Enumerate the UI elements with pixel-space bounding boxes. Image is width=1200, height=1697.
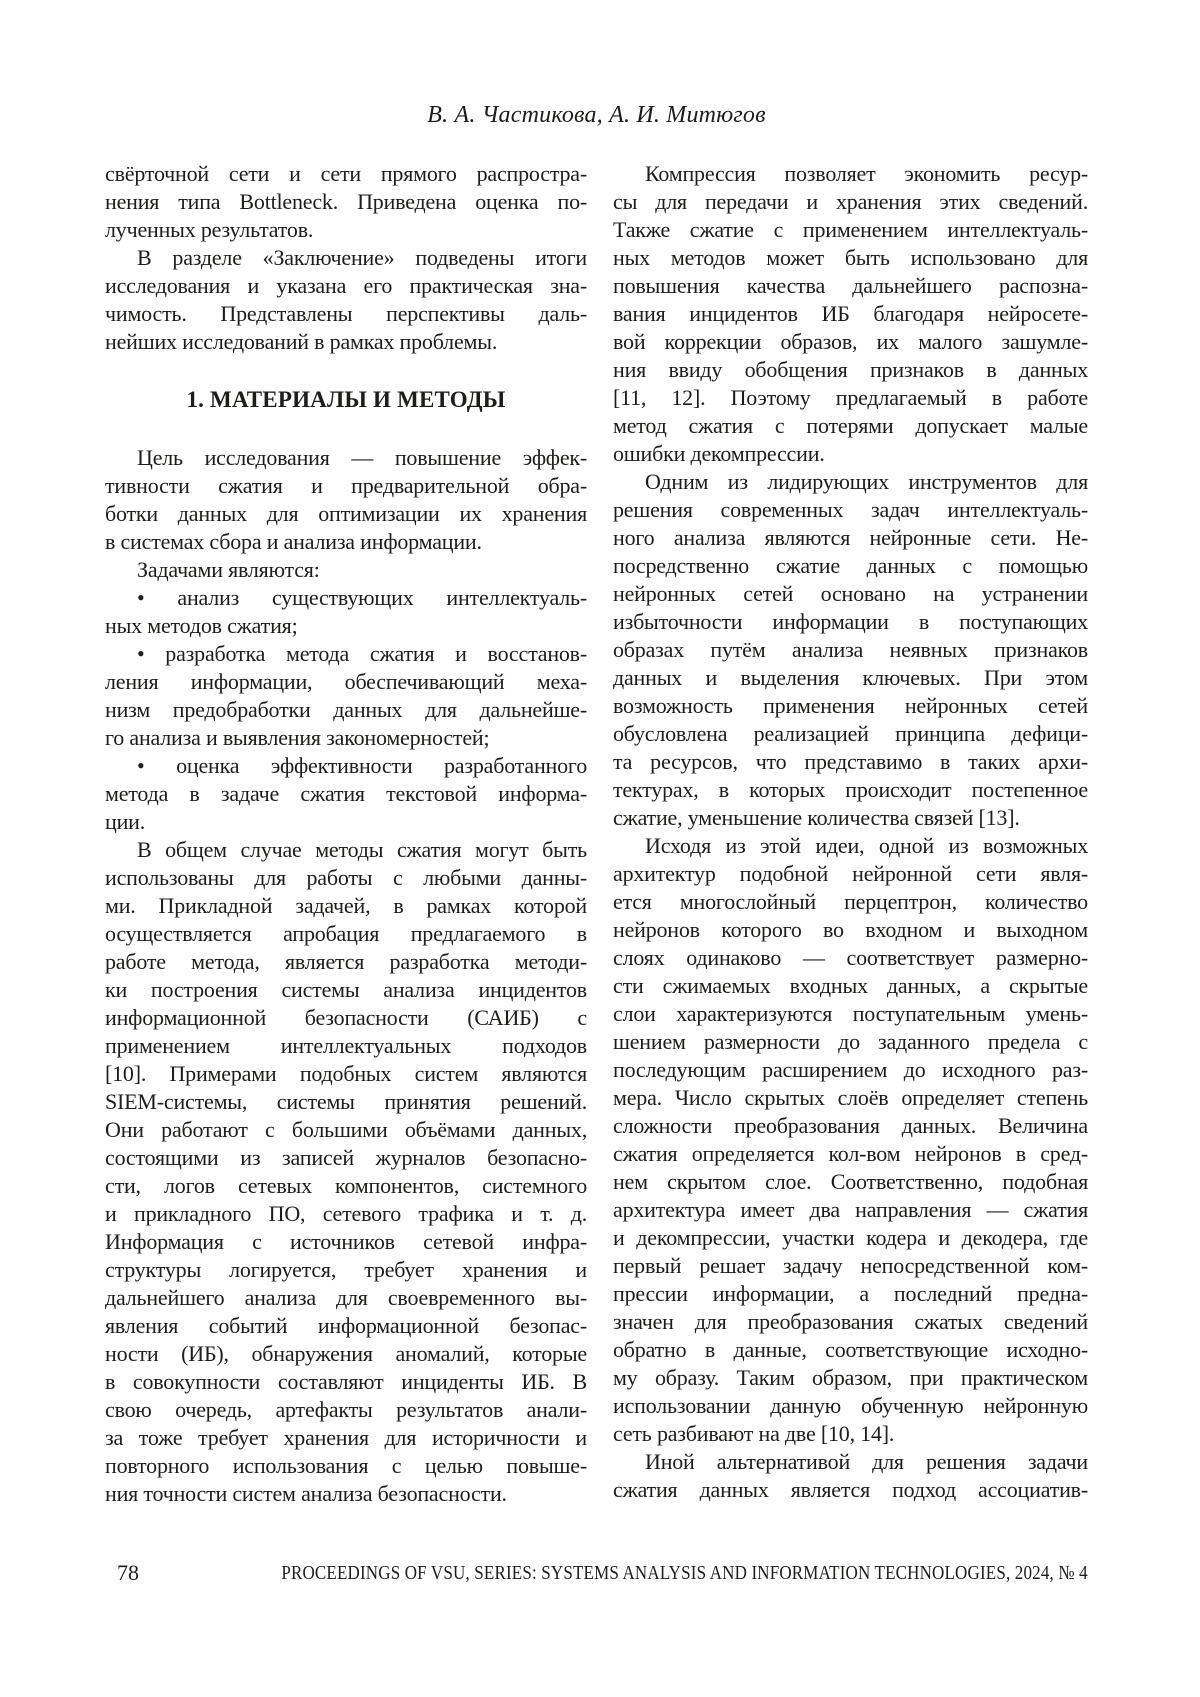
left-column [105,160,587,1508]
text-line: Иной альтернативой для решения задачи [645,1449,1088,1474]
text-line: нения типа Bottleneck. Приведена оценка по- [105,189,587,214]
text-line: использовании данную обученную нейронную [613,1393,1088,1418]
text-line: первый решает задачу непосредственной ком- [613,1253,1088,1278]
text-line: данных и выделения ключевых. При этом [613,665,1088,690]
text-line: тектурах, в которых происходит постепенное [613,777,1088,802]
text-line: метод сжатия с потерями допускает малые [613,413,1088,438]
text-line: ления информации, обеспечивающий меха- [105,669,587,694]
text-line: • разработка метода сжатия и восстанов- [137,641,587,666]
text-line: Также сжатие с применением интеллектуаль- [613,217,1088,242]
text-line: свою очередь, артефакты результатов анали- [105,1397,587,1422]
text-line: Одним из лидирующих инструментов для [645,469,1088,494]
text-line: структуры логируется, требует хранения и [105,1257,587,1282]
text-line: ния точности систем анализа безопасности. [105,1481,507,1506]
text-line: • оценка эффективности разработанного [137,753,587,778]
text-line: и декомпрессии, участки кодера и декодера, где [613,1225,1088,1250]
text-line: • анализ существующих интеллектуаль- [137,585,587,610]
text-line: в совокупности составляют инциденты ИБ. В [105,1369,587,1394]
journal-title: PROCEEDINGS OF VSU, SERIES: SYSTEMS ANALYSIS AND INFORMATION TECHNOLOGIES, 2024, № 4 [281,1562,1088,1584]
text-line: сжатия данных является подход ассоциатив- [613,1477,1088,1502]
text-line: архитектур подобной нейронной сети явля- [613,861,1088,886]
text-line: сти сжимаемых входных данных, а скрытые [613,973,1088,998]
text-line: ных методов сжатия; [105,613,298,638]
text-line: слои характеризуются поступательным умень- [613,1001,1088,1026]
page-number: 78 [117,1560,139,1585]
right-column [613,160,1088,1504]
text-line: состоящими из записей журналов безопасно- [105,1145,587,1170]
text-line: в системах сбора и анализа информации. [105,529,482,554]
text-line: чимость. Представлены перспективы даль- [105,301,587,326]
text-line: ется многослойный перцептрон, количество [613,889,1088,914]
text-line: исследования и указана его практическая зна- [105,273,587,298]
text-line: значен для преобразования сжатых сведений [613,1309,1088,1334]
text-line: решения современных задач интеллектуаль- [613,497,1088,522]
text-line: В разделе «Заключение» подведены итоги [137,245,587,270]
text-line: последующим расширением до исходного раз- [613,1057,1088,1082]
text-line: тивности сжатия и предварительной обра- [105,473,587,498]
text-line: обусловлена реализацией принципа дефици- [613,721,1088,746]
text-line: осуществляется апробация предлагаемого в [105,921,587,946]
text-line: [10]. Примерами подобных систем являются [105,1061,587,1086]
section-heading: 1. МАТЕРИАЛЫ И МЕТОДЫ [186,387,506,412]
text-line: сти, логов сетевых компонентов, системного [105,1173,587,1198]
text-line: посредственно сжатие данных с помощью [613,553,1088,578]
text-line: ки построения системы анализа инцидентов [105,977,587,1002]
text-line: нейронных сетей основано на устранении [613,581,1088,606]
authors-header: В. А. Частикова, А. И. Митюгов [427,102,766,128]
text-line: та ресурсов, что представимо в таких архи- [613,749,1088,774]
text-line: ного анализа являются нейронные сети. Не- [613,525,1088,550]
text-line: применением интеллектуальных подходов [105,1033,587,1058]
text-line: ных методов может быть использовано для [613,245,1088,270]
text-line: Информация с источников сетевой инфра- [105,1229,587,1254]
text-line: лученных результатов. [105,217,314,242]
text-line: прессии информации, а последний предна- [613,1281,1088,1306]
text-line: информационной безопасности (САИБ) с [105,1005,587,1030]
text-line: возможность применения нейронных сетей [613,693,1088,718]
text-line: повторного использования с целью повыше- [105,1453,587,1478]
text-line: свёрточной сети и сети прямого распростра- [105,161,587,186]
text-line: нейронов которого во входном и выходном [613,917,1088,942]
text-line: В общем случае методы сжатия могут быть [137,837,587,862]
text-line: обратно в данные, соответствующие исходно- [613,1337,1088,1362]
text-line: вой коррекции образов, их малого зашумле- [613,329,1088,354]
text-line: и прикладного ПО, сетевого трафика и т. д. [105,1201,587,1226]
text-line: шением размерности до заданного предела с [613,1029,1088,1054]
text-line: явления событий информационной безопас- [105,1313,587,1338]
text-line: вания инцидентов ИБ благодаря нейросете- [613,301,1088,326]
text-line: ошибки декомпрессии. [613,441,825,466]
text-line: го анализа и выявления закономерностей; [105,725,490,750]
text-line: за тоже требует хранения для историчности и [105,1425,587,1450]
text-line: работе метода, является разработка методи- [105,949,587,974]
text-line: нейших исследований в рамках проблемы. [105,329,498,354]
text-line: [11, 12]. Поэтому предлагаемый в работе [613,385,1088,410]
text-line: архитектура имеет два направления — сжатия [613,1197,1088,1222]
text-line: Цель исследования — повышение эффек- [137,445,587,470]
text-line: нем скрытом слое. Соответственно, подобная [613,1169,1088,1194]
text-line: сжатие, уменьшение количества связей [13]. [613,805,1020,830]
text-line: повышения качества дальнейшего распозна- [613,273,1088,298]
text-line: низм предобработки данных для дальнейше- [105,697,587,722]
text-line: использованы для работы с любыми данны- [105,865,587,890]
text-line: Компрессия позволяет экономить ресур- [645,161,1088,186]
text-line: Они работают с большими объёмами данных, [105,1117,587,1142]
text-line: избыточности информации в поступающих [613,609,1088,634]
page-footer [105,1560,1088,1592]
text-line: мера. Число скрытых слоёв определяет степень [613,1085,1088,1110]
text-line: сложности преобразования данных. Величина [613,1113,1088,1138]
text-line: сжатия определяется кол-вом нейронов в сред- [613,1141,1088,1166]
text-line: ботки данных для оптимизации их хранения [105,501,587,526]
text-line: ми. Прикладной задачей, в рамках которой [105,893,587,918]
text-line: ния ввиду обобщения признаков в данных [613,357,1088,382]
text-line: слоях одинаково — соответствует размерно- [613,945,1088,970]
text-line: образах путём анализа неявных признаков [613,637,1088,662]
text-line: Исходя из этой идеи, одной из возможных [645,833,1088,858]
text-line: сеть разбивают на две [10, 14]. [613,1421,895,1446]
text-line: сы для передачи и хранения этих сведений. [613,189,1088,214]
text-line: ности (ИБ), обнаружения аномалий, которые [105,1341,587,1366]
text-line: дальнейшего анализа для своевременного вы- [105,1285,587,1310]
text-line: Задачами являются: [137,557,320,582]
text-line: SIEM-системы, системы принятия решений. [105,1089,587,1114]
text-line: ции. [105,809,146,834]
text-line: метода в задаче сжатия текстовой информа- [105,781,587,806]
text-line: му образу. Таким образом, при практическом [613,1365,1088,1390]
